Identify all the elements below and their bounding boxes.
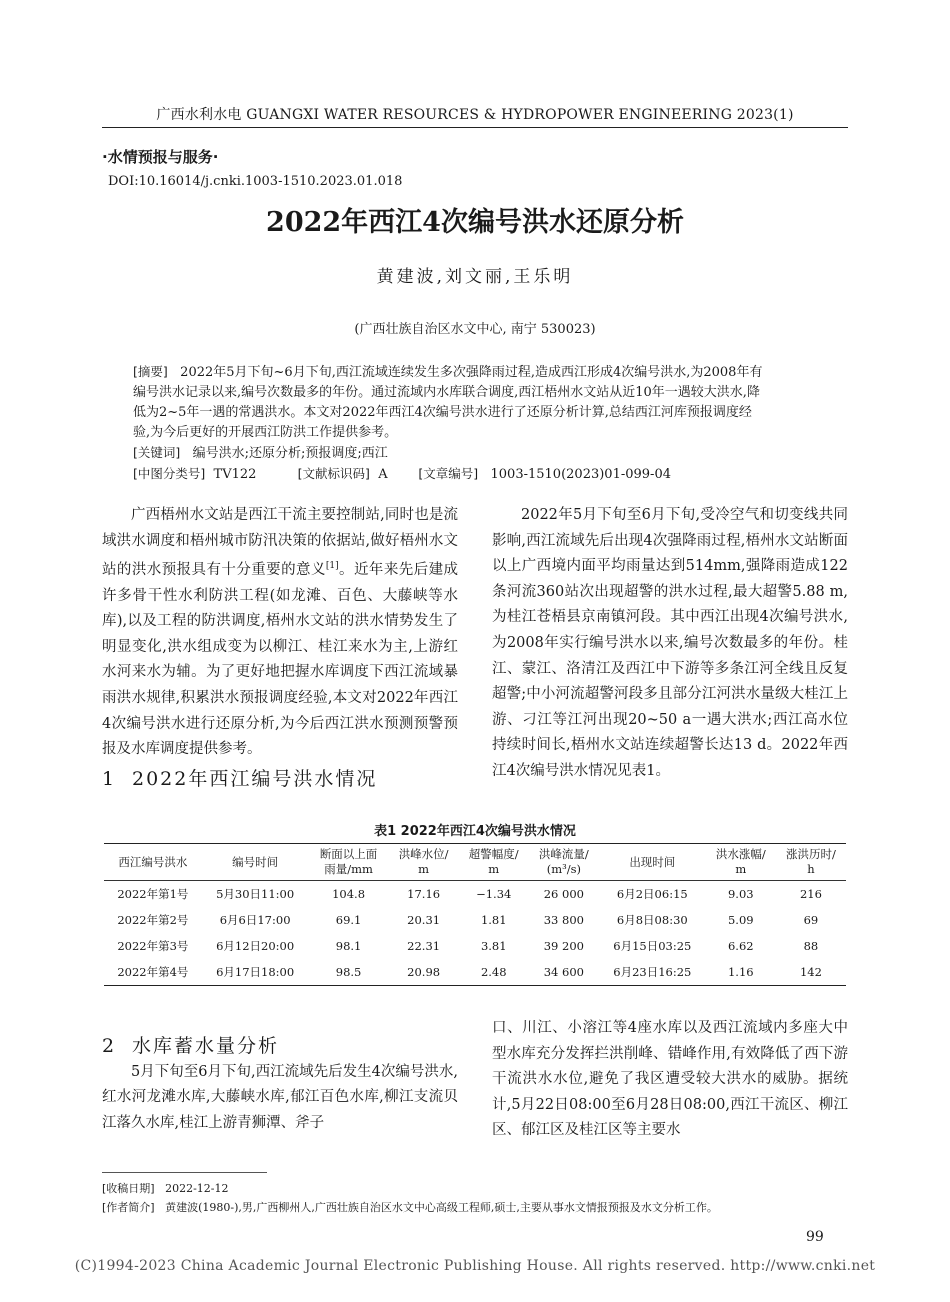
table-cell: 104.8 [332, 887, 366, 901]
column-header: 洪峰流量/ (m³/s) [529, 844, 599, 881]
column-header: 出现时间 [599, 844, 706, 881]
table-cell: 6月17日18:00 [202, 959, 309, 986]
table-row [104, 881, 846, 908]
table-row [104, 907, 846, 933]
table-cell: 6.62 [727, 939, 754, 953]
copyright-footer: (C)1994-2023 China Academic Journal Electronic Publishing House. All rights reserved. http://www.cnki.net [74, 1258, 876, 1274]
table-cell: 142 [776, 959, 846, 986]
abstract-line: 编号洪水记录以来,编号次数最多的年份。通过流域内水库联合调度,西江梧州水文站从近10年一遇较大洪水,降 [133, 385, 760, 400]
table-cell: 6月15日03:25 [613, 939, 692, 953]
table-cell: 216 [799, 887, 822, 901]
doc-code-label: [文献标识码] [297, 466, 370, 481]
table-row [104, 959, 846, 986]
table-cell: 33 800 [543, 913, 584, 927]
column-header: 断面以上面 雨量/mm [309, 844, 389, 881]
abstract [133, 362, 823, 485]
table-cell: 2022年第2号 [117, 913, 189, 927]
paper-title: 2022年西江4次编号洪水还原分析 [266, 207, 684, 238]
table-cell: 2022年第1号 [117, 887, 189, 901]
authors: 黄建波,刘文丽,王乐明 [376, 267, 574, 287]
clc-label: [中图分类号] [133, 466, 206, 481]
table-caption: 表1 2022年西江4次编号洪水情况 [374, 824, 576, 839]
table-cell: 98.1 [335, 939, 362, 953]
table-cell: 5月30日11:00 [216, 887, 295, 901]
table-cell: 9.03 [727, 887, 754, 901]
table-cell: 2.48 [459, 959, 529, 986]
table-cell: 98.5 [309, 959, 389, 986]
doi: DOI:10.16014/j.cnki.1003-1510.2023.01.018 [108, 174, 403, 189]
keywords: 编号洪水;还原分析;预报调度;西江 [192, 446, 388, 461]
section-2-right [492, 1016, 848, 1144]
section-2-left [102, 1034, 458, 1136]
section-heading-2: 2 水库蓄水量分析 [102, 1035, 280, 1057]
paragraph: 广西梧州水文站是西江干流主要控制站,同时也是流域洪水调度和梧州城市防汛决策的依据站,做好梧州水文站的洪水预报具有十分重要的意义[1]。近年来先后建成许多骨干性水利防洪工程(如龙滩、百色、大藤峡等水库),以及工程的防洪调度,梧州水文站的洪水情势发生了明显变化,洪水组成变为以柳江、桂江来水为主,上游红水河来水为辅。为了更好地把握水库调度下西江流域暴雨洪水规律,积累洪水预报调度经验,本文对2022年西江4次编号洪水进行还原分析,为今后西江洪水预测预警预报及水库调度提供参考。 [102, 507, 459, 758]
table-cell: 34 600 [529, 959, 599, 986]
table-cell: 22.31 [407, 939, 441, 953]
table-cell: 20.98 [389, 959, 459, 986]
left-column [102, 503, 458, 792]
column-header: 超警幅度/ m [459, 844, 529, 881]
table-cell: 3.81 [480, 939, 507, 953]
table-cell: 20.31 [407, 913, 441, 927]
keywords-label: [关键词] [133, 445, 181, 460]
paragraph: 口、川江、小溶江等4座水库以及西江流域内多座大中型水库充分发挥拦洪削峰、错峰作用,有效降低了西下游干流洪水水位,避免了我区遭受较大洪水的威胁。据统计,5月22日08:00至6月28日08:00,西江干流区、柳江区、郁江区及桂江区等主要水 [492, 1020, 849, 1139]
table-cell: 69.1 [335, 913, 362, 927]
page-number: 99 [806, 1229, 824, 1245]
running-head: 广西水利水电 GUANGXI WATER RESOURCES & HYDROPOWER ENGINEERING 2023(1) [156, 107, 794, 123]
column-header: 编号时间 [202, 844, 309, 881]
table-cell: 1.81 [480, 913, 507, 927]
section-tag: ·水情预报与服务· [102, 148, 219, 166]
table-cell: 17.16 [407, 887, 441, 901]
header-rule [102, 127, 848, 128]
affiliation: (广西壮族自治区水文中心, 南宁 530023) [354, 322, 596, 337]
table-cell: 2022年第4号 [104, 959, 202, 986]
abstract-line: 2022年5月下旬~6月下旬,西江流域连续发生多次强降雨过程,造成西江形成4次编号洪水,为2008年有 [180, 365, 763, 380]
table-cell: −1.34 [476, 887, 512, 901]
article-no-label: [文章编号] [418, 466, 479, 481]
table-cell: 6月8日08:30 [616, 913, 688, 927]
table-cell: 6月23日16:25 [599, 959, 706, 986]
author-bio: [作者简介] 黄建波(1980-),男,广西柳州人,广西壮族自治区水文中心高级工程师,硕士,主要从事水文情报预报及水文分析工作。 [102, 1201, 718, 1214]
table-cell: 6月6日17:00 [219, 913, 291, 927]
table-cell: 69 [803, 913, 819, 927]
table-cell: 6月2日06:15 [616, 887, 688, 901]
table-cell: 2022年第3号 [117, 939, 189, 953]
table-cell: 26 000 [543, 887, 584, 901]
paragraph: 2022年5月下旬至6月下旬,受冷空气和切变线共同影响,西江流域先后出现4次强降雨过程,梧州水文站断面以上广西境内面平均雨量达到514mm,强降雨造成122条河流360站次出现超警的洪水过程,最大超警5.88 m,为桂江苍梧县京南镇河段。其中西江出现4次编号洪水,为2008年实行编号洪水以来,编号次数最多的年份。桂江、蒙江、洛清江及西江中下游等多条江河全线且反复超警;中小河流超警河段多且部分江河洪水量级大桂江上游、刁江等江河出现20~50 a一遇大洪水;西江高水位持续时间长,梧州水文站连续超警长达13 d。2022年西江4次编号洪水情况见表1。 [492, 507, 849, 779]
table-row [104, 933, 846, 959]
column-header: 涨洪历时/ h [776, 844, 846, 881]
column-header: 洪峰水位/ m [389, 844, 459, 881]
abstract-label: [摘要] [133, 364, 168, 379]
paragraph: 5月下旬至6月下旬,西江流域先后发生4次编号洪水,红水河龙滩水库,大藤峡水库,郁江百色水库,柳江支流贝江落久水库,桂江上游青狮潭、斧子 [102, 1063, 459, 1131]
abstract-line: 低为2~5年一遇的常遇洪水。本文对2022年西江4次编号洪水进行了还原分析计算,总结西江河库预报调度经 [133, 405, 752, 420]
article-no: 1003-1510(2023)01-099-04 [490, 467, 671, 482]
citation: [1] [325, 561, 339, 572]
table-cell: 88 [803, 939, 819, 953]
flood-table [104, 843, 846, 986]
doc-code: A [378, 467, 388, 482]
table-cell: 39 200 [543, 939, 584, 953]
footnote-rule [102, 1172, 267, 1173]
column-header: 西江编号洪水 [104, 844, 202, 881]
table-cell: 1.16 [706, 959, 776, 986]
abstract-line: 验,为今后更好的开展西江防洪工作提供参考。 [133, 425, 398, 440]
section-heading-1: 1 2022年西江编号洪水情况 [102, 767, 378, 790]
right-column [492, 503, 848, 785]
table-header-row [104, 844, 846, 881]
clc-number: TV122 [213, 467, 257, 482]
table-cell: 6月12日20:00 [216, 939, 295, 953]
received-date: [收稿日期] 2022-12-12 [102, 1182, 229, 1195]
table-cell: 5.09 [727, 913, 754, 927]
column-header: 洪水涨幅/ m [706, 844, 776, 881]
